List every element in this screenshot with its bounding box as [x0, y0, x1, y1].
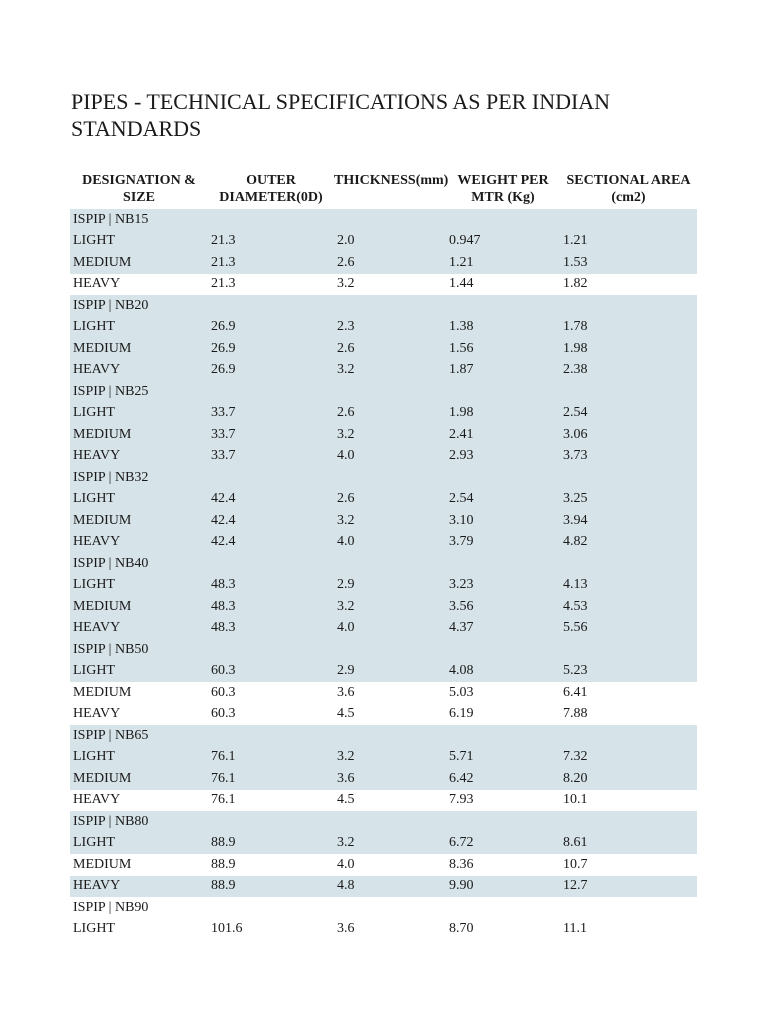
cell-outer-diameter: 26.9 — [208, 338, 334, 360]
cell-designation: MEDIUM — [70, 768, 208, 790]
cell-weight — [446, 725, 560, 747]
cell-outer-diameter — [208, 639, 334, 661]
table-row — [70, 446, 697, 468]
cell-weight: 4.08 — [446, 661, 560, 683]
cell-outer-diameter — [208, 811, 334, 833]
cell-outer-diameter: 42.4 — [208, 510, 334, 532]
cell-outer-diameter — [208, 467, 334, 489]
cell-thickness: 3.2 — [334, 424, 446, 446]
header-designation: DESIGNATION & SIZE — [82, 173, 196, 205]
cell-designation: HEAVY — [70, 446, 208, 468]
table-row — [70, 575, 697, 597]
table-row — [70, 553, 697, 575]
cell-sectional-area: 7.32 — [560, 747, 697, 769]
cell-weight: 9.90 — [446, 876, 560, 898]
cell-weight — [446, 639, 560, 661]
cell-weight: 1.87 — [446, 360, 560, 382]
cell-designation: LIGHT — [70, 317, 208, 339]
cell-thickness: 2.6 — [334, 252, 446, 274]
cell-sectional-area: 5.56 — [560, 618, 697, 640]
cell-sectional-area: 8.20 — [560, 768, 697, 790]
cell-weight — [446, 467, 560, 489]
cell-weight: 4.37 — [446, 618, 560, 640]
table-row — [70, 317, 697, 339]
cell-designation: HEAVY — [73, 706, 121, 722]
cell-designation: ISPIP | NB25 — [70, 381, 208, 403]
cell-outer-diameter — [208, 725, 334, 747]
cell-designation: HEAVY — [73, 792, 121, 808]
cell-thickness — [334, 209, 446, 231]
cell-outer-diameter — [208, 295, 334, 317]
cell-thickness — [334, 897, 446, 919]
cell-weight — [446, 897, 560, 919]
cell-designation: MEDIUM — [73, 856, 132, 872]
cell-weight: 6.19 — [449, 706, 474, 722]
cell-designation: ISPIP | NB80 — [70, 811, 208, 833]
cell-outer-diameter: 42.4 — [208, 532, 334, 554]
table-row — [70, 682, 697, 704]
cell-designation: MEDIUM — [70, 510, 208, 532]
cell-weight: 5.03 — [449, 684, 474, 700]
cell-thickness: 4.0 — [334, 446, 446, 468]
cell-weight — [446, 811, 560, 833]
cell-thickness — [334, 295, 446, 317]
cell-outer-diameter: 48.3 — [208, 596, 334, 618]
cell-thickness: 4.5 — [337, 792, 355, 808]
cell-weight: 6.72 — [446, 833, 560, 855]
cell-outer-diameter: 21.3 — [208, 252, 334, 274]
cell-sectional-area: 4.53 — [560, 596, 697, 618]
cell-designation: MEDIUM — [70, 424, 208, 446]
cell-sectional-area: 4.82 — [560, 532, 697, 554]
table-row — [70, 532, 697, 554]
cell-designation: LIGHT — [70, 833, 208, 855]
cell-designation: HEAVY — [70, 876, 208, 898]
cell-outer-diameter: 60.3 — [211, 684, 236, 700]
cell-sectional-area: 5.23 — [560, 661, 697, 683]
cell-thickness — [334, 553, 446, 575]
cell-sectional-area: 1.21 — [560, 231, 697, 253]
cell-designation: LIGHT — [70, 575, 208, 597]
cell-outer-diameter: 42.4 — [208, 489, 334, 511]
cell-outer-diameter: 60.3 — [208, 661, 334, 683]
cell-sectional-area: 2.54 — [560, 403, 697, 425]
cell-outer-diameter — [208, 897, 334, 919]
table-row — [70, 876, 697, 898]
cell-outer-diameter: 48.3 — [208, 575, 334, 597]
cell-designation: HEAVY — [70, 532, 208, 554]
cell-designation: ISPIP | NB65 — [70, 725, 208, 747]
cell-thickness: 3.6 — [337, 684, 355, 700]
table-row — [70, 854, 697, 876]
cell-weight — [446, 381, 560, 403]
cell-thickness: 4.0 — [334, 618, 446, 640]
table-row — [70, 768, 697, 790]
table-row — [70, 338, 697, 360]
cell-sectional-area: 8.61 — [560, 833, 697, 855]
cell-designation: ISPIP | NB40 — [70, 553, 208, 575]
table-row — [70, 790, 697, 812]
cell-outer-diameter: 21.3 — [211, 276, 236, 292]
cell-thickness — [334, 811, 446, 833]
cell-outer-diameter: 88.9 — [208, 876, 334, 898]
page-title: PIPES - TECHNICAL SPECIFICATIONS AS PER INDIAN STANDARDS — [71, 89, 611, 141]
cell-weight: 1.38 — [446, 317, 560, 339]
table-row — [70, 467, 697, 489]
cell-sectional-area: 12.7 — [560, 876, 697, 898]
table-row — [70, 209, 697, 231]
cell-sectional-area: 2.38 — [560, 360, 697, 382]
cell-designation: LIGHT — [70, 661, 208, 683]
cell-weight: 2.54 — [446, 489, 560, 511]
cell-thickness: 2.9 — [334, 575, 446, 597]
cell-outer-diameter: 33.7 — [208, 403, 334, 425]
cell-thickness: 2.9 — [334, 661, 446, 683]
cell-outer-diameter: 26.9 — [208, 360, 334, 382]
cell-weight: 3.10 — [446, 510, 560, 532]
cell-thickness: 4.0 — [334, 532, 446, 554]
cell-designation: ISPIP | NB50 — [70, 639, 208, 661]
cell-weight: 0.947 — [446, 231, 560, 253]
cell-thickness: 3.6 — [337, 921, 355, 937]
cell-designation: LIGHT — [70, 489, 208, 511]
cell-weight — [446, 553, 560, 575]
table-row — [70, 661, 697, 683]
cell-weight: 1.44 — [449, 276, 474, 292]
cell-outer-diameter: 101.6 — [211, 921, 243, 937]
table-row — [70, 252, 697, 274]
cell-outer-diameter: 88.9 — [208, 833, 334, 855]
cell-outer-diameter: 76.1 — [211, 792, 236, 808]
cell-weight — [446, 209, 560, 231]
header-outer-diameter: OUTER DIAMETER(0D) — [219, 173, 323, 205]
table-row — [70, 360, 697, 382]
cell-sectional-area: 10.1 — [563, 792, 588, 808]
cell-designation: LIGHT — [70, 403, 208, 425]
cell-designation: LIGHT — [70, 747, 208, 769]
table-row — [70, 811, 697, 833]
cell-outer-diameter: 26.9 — [208, 317, 334, 339]
cell-sectional-area — [560, 897, 697, 919]
cell-outer-diameter: 48.3 — [208, 618, 334, 640]
cell-sectional-area: 7.88 — [563, 706, 588, 722]
table-row — [70, 919, 697, 941]
cell-weight: 7.93 — [449, 792, 474, 808]
table-row — [70, 510, 697, 532]
cell-sectional-area — [560, 209, 697, 231]
cell-thickness: 2.3 — [334, 317, 446, 339]
cell-designation: MEDIUM — [73, 684, 132, 700]
header-thickness: THICKNESS(mm) — [334, 173, 449, 188]
table-row — [70, 231, 697, 253]
cell-sectional-area — [560, 295, 697, 317]
cell-outer-diameter: 33.7 — [208, 424, 334, 446]
cell-outer-diameter: 60.3 — [211, 706, 236, 722]
cell-thickness — [334, 639, 446, 661]
cell-outer-diameter: 21.3 — [208, 231, 334, 253]
table-row — [70, 725, 697, 747]
cell-weight — [446, 295, 560, 317]
cell-sectional-area — [560, 811, 697, 833]
header-row — [70, 170, 697, 209]
cell-designation: ISPIP | NB90 — [73, 899, 149, 915]
cell-designation: MEDIUM — [70, 252, 208, 274]
cell-thickness: 4.5 — [337, 706, 355, 722]
cell-sectional-area: 11.1 — [563, 921, 587, 937]
cell-thickness: 3.2 — [334, 360, 446, 382]
cell-thickness: 2.6 — [334, 403, 446, 425]
cell-sectional-area — [560, 725, 697, 747]
table-row — [70, 833, 697, 855]
cell-sectional-area: 3.06 — [560, 424, 697, 446]
cell-outer-diameter: 88.9 — [211, 856, 236, 872]
cell-designation: HEAVY — [70, 618, 208, 640]
cell-weight: 6.42 — [446, 768, 560, 790]
table-body — [70, 209, 697, 940]
cell-thickness: 3.2 — [334, 833, 446, 855]
header-weight: WEIGHT PER MTR (Kg) — [457, 173, 549, 205]
cell-thickness: 2.0 — [334, 231, 446, 253]
table-row — [70, 424, 697, 446]
cell-outer-diameter: 76.1 — [208, 768, 334, 790]
cell-sectional-area: 3.94 — [560, 510, 697, 532]
cell-thickness: 4.0 — [337, 856, 355, 872]
header-sectional-area: SECTIONAL AREA (cm2) — [566, 173, 691, 205]
cell-weight: 1.98 — [446, 403, 560, 425]
cell-thickness — [334, 381, 446, 403]
cell-thickness: 2.6 — [334, 338, 446, 360]
table-row — [70, 403, 697, 425]
cell-designation: LIGHT — [70, 231, 208, 253]
table-row — [70, 381, 697, 403]
cell-weight: 1.21 — [446, 252, 560, 274]
table-row — [70, 704, 697, 726]
cell-sectional-area: 1.78 — [560, 317, 697, 339]
cell-designation: MEDIUM — [70, 338, 208, 360]
table-row — [70, 274, 697, 296]
cell-sectional-area: 1.53 — [560, 252, 697, 274]
cell-sectional-area — [560, 553, 697, 575]
cell-thickness: 3.6 — [334, 768, 446, 790]
cell-weight: 1.56 — [446, 338, 560, 360]
cell-weight: 5.71 — [446, 747, 560, 769]
cell-designation: MEDIUM — [70, 596, 208, 618]
cell-designation: ISPIP | NB15 — [70, 209, 208, 231]
cell-weight: 3.23 — [446, 575, 560, 597]
cell-weight: 2.41 — [446, 424, 560, 446]
cell-sectional-area: 10.7 — [563, 856, 588, 872]
specifications-table — [70, 170, 697, 940]
cell-designation: HEAVY — [70, 360, 208, 382]
table-row — [70, 747, 697, 769]
table-row — [70, 596, 697, 618]
cell-thickness: 3.2 — [334, 510, 446, 532]
cell-weight: 3.56 — [446, 596, 560, 618]
cell-thickness: 4.8 — [334, 876, 446, 898]
cell-sectional-area — [560, 639, 697, 661]
cell-sectional-area: 6.41 — [563, 684, 588, 700]
cell-designation: ISPIP | NB20 — [70, 295, 208, 317]
table-row — [70, 295, 697, 317]
cell-outer-diameter — [208, 553, 334, 575]
table-row — [70, 897, 697, 919]
table-row — [70, 639, 697, 661]
cell-weight: 8.70 — [449, 921, 474, 937]
cell-sectional-area: 1.82 — [563, 276, 588, 292]
cell-thickness — [334, 725, 446, 747]
cell-weight: 2.93 — [446, 446, 560, 468]
cell-designation: ISPIP | NB32 — [70, 467, 208, 489]
cell-designation: HEAVY — [73, 276, 121, 292]
cell-outer-diameter — [208, 209, 334, 231]
cell-thickness: 3.2 — [334, 596, 446, 618]
cell-sectional-area: 3.73 — [560, 446, 697, 468]
cell-weight: 3.79 — [446, 532, 560, 554]
cell-sectional-area: 1.98 — [560, 338, 697, 360]
cell-outer-diameter: 76.1 — [208, 747, 334, 769]
cell-thickness — [334, 467, 446, 489]
cell-outer-diameter — [208, 381, 334, 403]
cell-thickness: 3.2 — [334, 747, 446, 769]
cell-outer-diameter: 33.7 — [208, 446, 334, 468]
table-row — [70, 618, 697, 640]
cell-designation: LIGHT — [73, 921, 115, 937]
cell-sectional-area — [560, 467, 697, 489]
cell-sectional-area — [560, 381, 697, 403]
cell-thickness: 2.6 — [334, 489, 446, 511]
cell-sectional-area: 4.13 — [560, 575, 697, 597]
cell-sectional-area: 3.25 — [560, 489, 697, 511]
table-row — [70, 489, 697, 511]
cell-weight: 8.36 — [449, 856, 474, 872]
cell-thickness: 3.2 — [337, 276, 355, 292]
